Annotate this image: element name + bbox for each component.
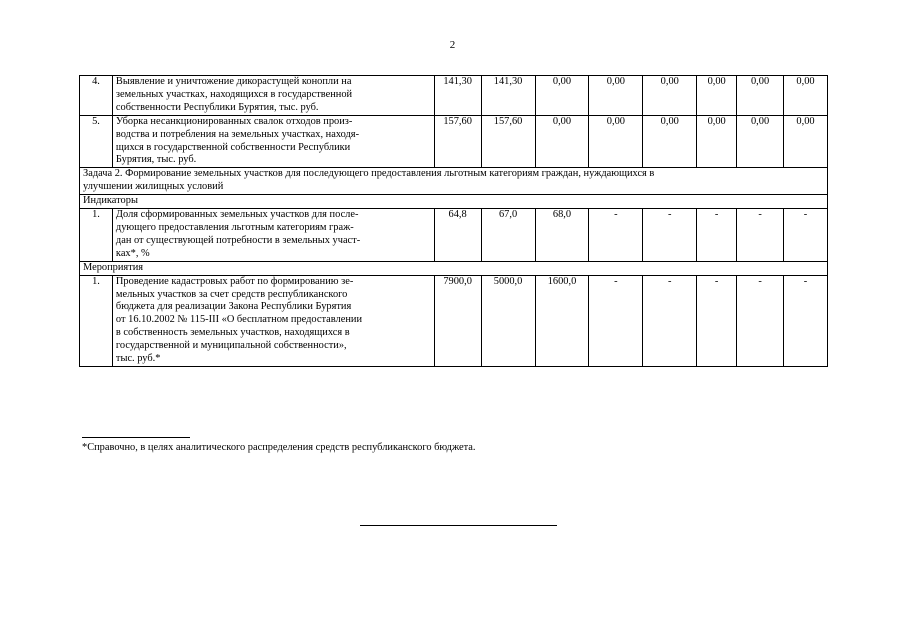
task-row [80,168,828,195]
footnote: *Справочно, в целях аналитического распределения средств республиканского бюджета. [82,442,476,453]
table-row [80,115,828,168]
value-cell: 0,00 [535,76,589,116]
row-description: Уборка несанкционированных свалок отходов произ- водства и потребления на земельных участках, находя- щихся в государственной собственности Республики Бурятия, тыс. руб. [112,115,434,168]
value-cell: 0,00 [643,76,697,116]
value-cell: - [643,209,697,262]
value-cell: 68,0 [535,209,589,262]
value-cell: 157,60 [481,115,535,168]
row-description: Выявление и уничтожение дикорастущей конопли на земельных участках, находящихся в государственной собственности Республики Бурятия, тыс. руб. [112,76,434,116]
footnote-divider [82,437,190,438]
row-number: 1. [80,275,113,366]
program-table [79,75,828,367]
value-cell: - [784,209,828,262]
value-cell: - [737,209,784,262]
value-cell: 0,00 [535,115,589,168]
value-cell: - [589,209,643,262]
value-cell: - [643,275,697,366]
row-number: 1. [80,209,113,262]
value-cell: - [697,209,737,262]
value-cell: 0,00 [697,76,737,116]
section-row [80,261,828,275]
value-cell: 141,30 [481,76,535,116]
value-cell: 0,00 [784,76,828,116]
value-cell: 0,00 [643,115,697,168]
value-cell: 141,30 [434,76,481,116]
row-description: Доля сформированных земельных участков для после- дующего предоставления льготным категориям граж- дан от существующей потребности в земельных участ- ках*, % [112,209,434,262]
table-row [80,275,828,366]
value-cell: - [737,275,784,366]
value-cell: 7900,0 [434,275,481,366]
section-row [80,195,828,209]
value-cell: 5000,0 [481,275,535,366]
row-number: 4. [80,76,113,116]
value-cell: 0,00 [737,115,784,168]
task-heading: Задача 2. Формирование земельных участков для последующего предоставления льготным категориям граждан, нуждающихся в улучшении жилищных условий [80,168,828,195]
value-cell: 1600,0 [535,275,589,366]
indicators-heading: Индикаторы [80,195,828,209]
value-cell: 67,0 [481,209,535,262]
value-cell: 157,60 [434,115,481,168]
value-cell: - [589,275,643,366]
page-number: 2 [449,39,456,51]
value-cell: 64,8 [434,209,481,262]
table-row [80,76,828,116]
value-cell: 0,00 [697,115,737,168]
end-divider [360,525,557,526]
row-number: 5. [80,115,113,168]
value-cell: 0,00 [589,76,643,116]
value-cell: 0,00 [589,115,643,168]
measures-heading: Мероприятия [80,261,828,275]
table-row [80,209,828,262]
value-cell: 0,00 [737,76,784,116]
row-description: Проведение кадастровых работ по формированию зе- мельных участков за счет средств республиканского бюджета для реализации Закона Республики Бурятия от 16.10.2002 № 115-III «О бесплатном предоставлении в собственность земельных участков, находящихся в государственной и муниципальной собственности», тыс. руб.* [112,275,434,366]
value-cell: - [784,275,828,366]
value-cell: 0,00 [784,115,828,168]
value-cell: - [697,275,737,366]
